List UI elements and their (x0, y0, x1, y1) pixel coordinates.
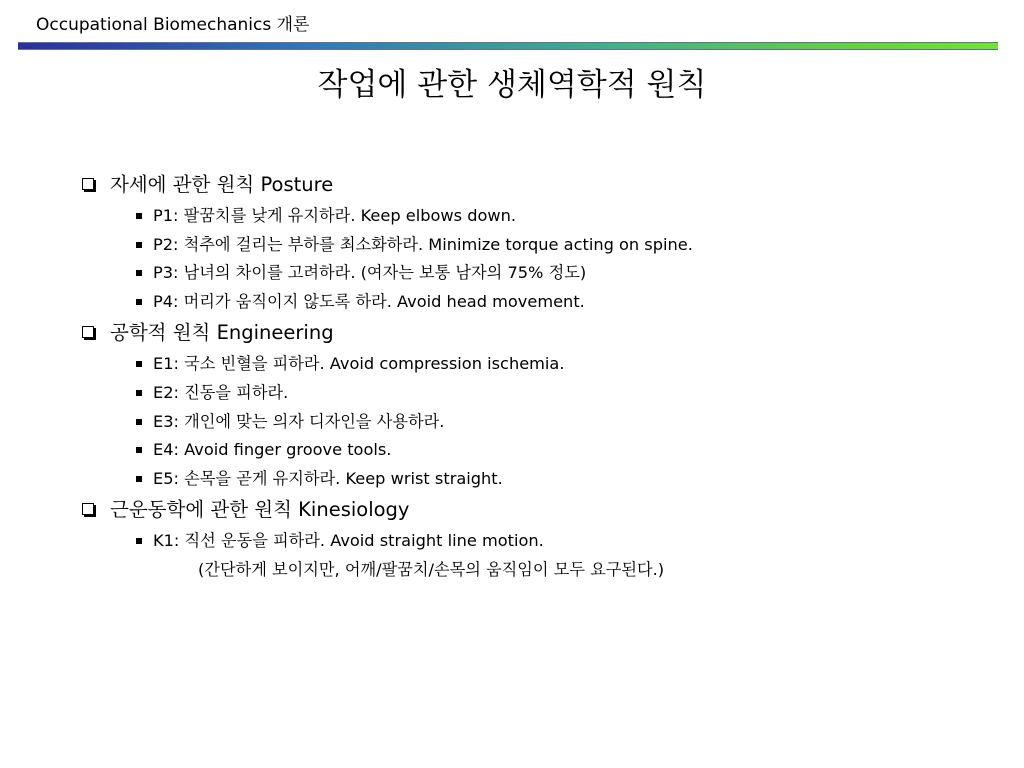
list-item (80, 436, 980, 465)
section-heading (80, 316, 980, 350)
list-item-text: E1: 국소 빈혈을 피하라. Avoid compression ischemia. (153, 354, 565, 374)
bullet-list (80, 202, 980, 316)
list-item (80, 288, 980, 317)
checkbox-icon (82, 178, 94, 190)
square-bullet-icon (136, 447, 142, 453)
square-bullet-icon (136, 419, 142, 425)
list-item (80, 231, 980, 260)
header-title: Occupational Biomechanics 개론 (36, 15, 310, 35)
square-bullet-icon (136, 213, 142, 219)
section-heading-text: 자세에 관한 원칙 Posture (110, 173, 334, 196)
section-heading (80, 493, 980, 527)
list-item-text: P1: 팔꿈치를 낮게 유지하라. Keep elbows down. (153, 206, 517, 225)
bullet-list (80, 527, 980, 556)
section-heading-text: 근운동학에 관한 원칙 Kinesiology (110, 498, 410, 522)
list-item-text: E3: 개인에 맞는 의자 디자인을 사용하라. (153, 411, 445, 431)
checkbox-icon (82, 326, 94, 338)
list-item (80, 350, 980, 379)
list-item-text: E4: Avoid finger groove tools. (153, 440, 392, 460)
list-item (80, 379, 980, 408)
list-item-text: E2: 진동을 피하라. (153, 382, 289, 402)
list-item-text: E5: 손목을 곧게 유지하라. Keep wrist straight. (153, 468, 503, 488)
section-kinesiology (80, 493, 980, 584)
square-bullet-icon (136, 242, 142, 248)
square-bullet-icon (136, 538, 142, 544)
list-item (80, 408, 980, 437)
list-item (80, 202, 980, 231)
list-item (80, 465, 980, 494)
section-engineering (80, 316, 980, 493)
header-gradient-bar (18, 42, 998, 50)
list-item (80, 259, 980, 288)
section-heading-text: 공학적 원칙 Engineering (110, 321, 334, 345)
list-item-text: K1: 직선 운동을 피하라. Avoid straight line motion. (153, 531, 544, 551)
square-bullet-icon (136, 361, 142, 367)
square-bullet-icon (136, 299, 142, 305)
list-item-text: P4: 머리가 움직이지 않도록 하라. Avoid head movement. (153, 291, 585, 311)
bullet-list (80, 350, 980, 493)
square-bullet-icon (136, 390, 142, 396)
square-bullet-icon (136, 270, 142, 276)
section-heading (80, 168, 980, 202)
list-item (80, 527, 980, 556)
list-item-text: P2: 척추에 걸리는 부하를 최소화하라. Minimize torque acting on spine. (153, 234, 693, 254)
checkbox-icon (82, 503, 94, 515)
section-posture (80, 168, 980, 316)
bullet-note: (간단하게 보이지만, 어깨/팔꿈치/손목의 움직임이 모두 요구된다.) (198, 559, 665, 579)
square-bullet-icon (136, 476, 142, 482)
slide-title: 작업에 관한 생체역학적 원칙 (317, 67, 707, 103)
list-item-text: P3: 남녀의 차이를 고려하라. (여자는 보통 남자의 75% 정도) (153, 263, 587, 283)
slide-content (80, 168, 980, 585)
